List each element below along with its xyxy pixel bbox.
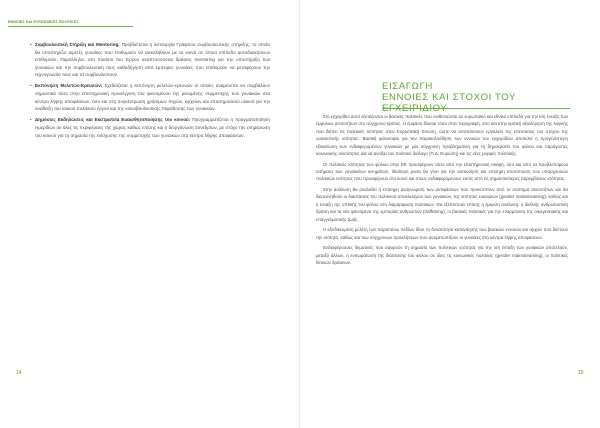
bullet-dot-icon: • xyxy=(30,83,32,89)
paragraph: Στο εγχειρίδιο αυτό εξετάζονται οι βασικές πολιτικές που υιοθετούνται σε ευρωπαϊκό και εθνικό επίπεδο για την ίση ένταξη των έμφυλων ανισοτήτων στο σύγχρονο κράτος. Η έμφαση δίνεται τόσο στην περιγραφή, όσο και στην κριτική αξιολόγηση της λογικής που διέπει τις πολιτικές ισότητας στην Ευρωπαϊκή Ένωση, ώστε να αποτελέσουν εργαλεία της επέκτασης του στόχου της ουσιαστικής ισότητας. Βασική φιλοσοφία για την παρακολούθηση των εννοιών του εγχειριδίου αποτελεί η προγενέστερη εξοικείωση των ενδιαφερομένων γυναικών με μία σύγχρονη προβληματική για τη δημοκρατία του φύλου και παράγοντες κοινωνικής ανισότητας και να ανοίξει του πολιτικό διάλογο (Π.Δ. Ευρώπη) και τις νέες μορφές πολιτικής. xyxy=(316,114,568,157)
bullet-text: Προγραμματίζεται η πραγματοποίηση Ημερίδων σε όλες τις περιφέρειες της χώρας καθώς επίσης και η διοργάνωση Συνεδρίων, με στόχο την ενημέρωση του κοινού για τη σημασία της ενίσχυσης της συμμετοχής των γυναικών στα κέντρα λήψης αποφάσεων. xyxy=(35,117,270,138)
page-number-right: 15 xyxy=(578,370,584,376)
body-text xyxy=(316,113,568,270)
bullet-text: Προβλέπεται η λειτουργία Γραφείου συμβουλευτικής στήριξης, το οποίο θα υποστηρίζει αιρετές γυναίκες που επιθυμούν να ασκολήθουν με τα κοινά σε όποιο επίπεδο αυτοδιοικήσεων επιθυμούν. Παράλληλα, στο πλαίσιο του Έργου αναπτύσσονται δράσεις mentoring για την υποστήριξη των γυναικών και την συμβουλευτική τους καθοδήγηση από έμπειρες γυναίκες που επιθυμούν να μεταφέρουν την τεχνογνωσία τους και τα συμβουλεύτουν. xyxy=(35,42,270,78)
bullet-item xyxy=(30,41,270,79)
bullet-item xyxy=(30,116,270,139)
paragraph: Η εξειδικευμένη μελέτη των παραπάνω πεδίων δίνει τη δυνατότητα κατανόησης των βασικών εννοιών και αρχών που διέπουν την ισότητα, καθώς και των σύγχρονων προκλήσεων που αντιμετωπίζουν οι γυναίκες στα κέντρα λήψης αποφάσεων. xyxy=(316,227,568,240)
paragraph: Ενδιαφέρουσες θεματικές που αφορούν τη σημασία των πολιτικών ισότητας για την ίση ένταξη των γυναικών αποτελούν, μεταξύ άλλων, η ενσωμάτωση της διάστασης του φύλου σε όλες τις κοινωνικές πολιτικές (gender mainstreaming), οι πολιτικές θετικών δράσεων. xyxy=(316,245,568,266)
bullet-text: Σχεδιάζεται η εκπόνηση μελετών-ερευνών οι οποίες αναμένεται να συμβάλουν σημαντικά τόσο στην επιστημονική προσέγγιση του φαινομένου της μειωμένης συμμετοχής των γυναικών στα κέντρα λήψης αποφάσεων, όσο και στη συγκέντρωση χρήσιμων πηγών, αρχείων και επιστημονικού υλικού για την ανάδειξη του κοινού πολιτικού έργου και της κοινοβουλευτικής παράδοσης των γυναικών. xyxy=(35,83,270,112)
chapter-title-line2: ΕΝΝΟΙΕΣ ΚΑΙ ΣΤΟΧΟΙ ΤΟΥ xyxy=(382,92,516,103)
bullet-lead: Εκπόνηση Μελετών-Ερευνών: xyxy=(35,83,103,89)
running-head: ΕΝΝΟΙΕΣ ΚΑΙ ΕΥΡΩΠΑΪΚΕΣ ΠΟΛΙΤΙΚΕΣ xyxy=(8,20,79,24)
title-rule xyxy=(382,108,570,109)
bullet-lead: Συμβουλευτική Στήριξη και Mentoring: xyxy=(35,42,120,47)
page-number-left: 14 xyxy=(16,370,22,376)
running-head-rule xyxy=(8,26,133,27)
paragraph: Οι πολιτικές ισότητας των φύλων στην ΕΕ προσφέρουν τόσο από την επιστημονική σκέψη, όσο και από τα προβλεπόμενα αιτήματα των γυναικείων κινημάτων. Ιδιαίτερη μνεία θα γίνει για την κατανόηση και επίσημη αποτύπωση των υπαρχουσών πολιτικών ισότητας που προσφέρουν στο κοινό και στους ενδιαφερόμενους εκτός από τις σημαντικότερες παρεμβάσεις ισότητας. xyxy=(316,161,568,182)
chapter-title-line1: ΕΙΣΑΓΩΓΗ xyxy=(382,81,433,92)
bullet-list xyxy=(30,41,270,143)
bullet-lead: Δημόσιες Εκδηλώσεις και Εκστρατεία Ευαισθητοποίησης του κοινού: xyxy=(35,117,191,123)
chapter-title xyxy=(382,81,582,114)
bullet-dot-icon: • xyxy=(30,117,32,123)
bullet-dot-icon: • xyxy=(30,42,32,47)
paragraph: Στην ανάλυση θα αναλυθεί η επίσημη αναγνώριση των αντιφάσεων που προκύπτουν από το σύστημα ανισοτήτων και θα διερευνηθούν οι διαστάσεις του πολιτικού αποκλεισμού των γυναικών, της ισότητας ευκαιριών (gender mainstreaming), καθώς και η ένταξη της οπτικής του φύλου στη διαμόρφωση πολιτικών. Θα εξεταστούν επίσης η έμφυλη ανάλυση, η διεθνής ανθρωπιστική δράση και τα νέα φαινόμενα της εμπορίας ανθρώπων (trafficking), οι βασικές πολιτικές για την εναρμόνιση της οικογενειακής και επαγγελματικής ζωής. xyxy=(316,187,568,222)
bullet-item xyxy=(30,82,270,112)
